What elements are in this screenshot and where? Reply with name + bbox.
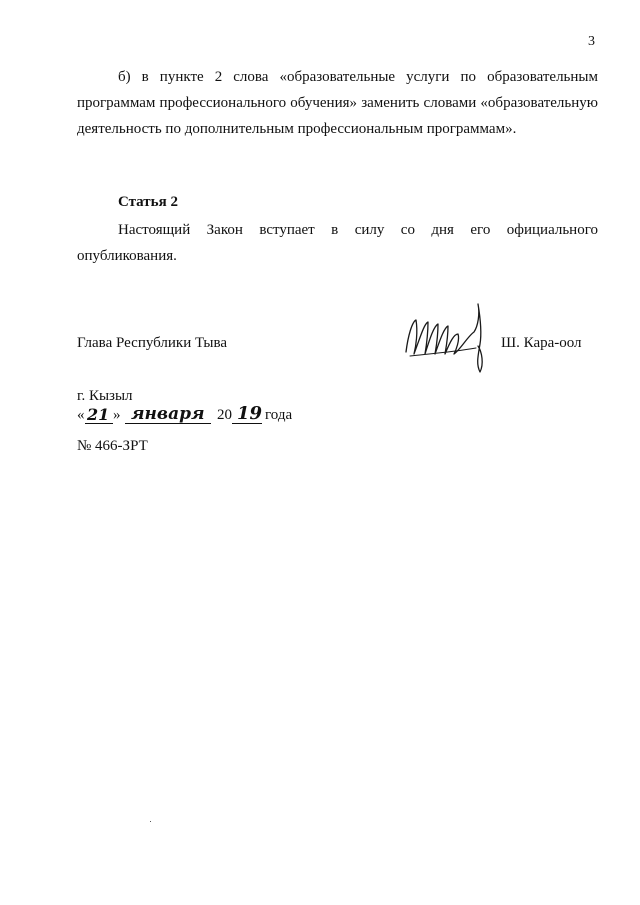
date-year-word: года [265,407,293,423]
article-heading: Статья 2 [118,194,178,210]
signing-date [77,402,317,428]
article-text: Настоящий Закон вступает в силу со дня его официального опубликования. [77,222,598,264]
date-day-underline [85,423,113,424]
city: г. Кызыл [77,388,133,404]
law-number: № 466-ЗРТ [77,438,148,454]
date-month: января [131,404,205,424]
signatory-position: Глава Республики Тыва [77,335,228,351]
page-number: 3 [588,34,595,49]
scan-speck [150,821,151,822]
date-month-underline [125,423,211,424]
date-quote-open: « [77,407,85,423]
signatory-name: Ш. Кара-оол [501,335,582,351]
date-century: 20 [217,407,232,423]
date-day: 21 [87,405,110,424]
date-year: 19 [237,403,263,424]
paragraph-b: б) в пункте 2 слова «образовательные услуги по образовательным программам профессионального обучения» заменить словами «образовательную деятельность по дополнительным профессиональным программам». [77,69,598,137]
date-quote-close: » [113,407,121,423]
date-year-underline [232,423,262,424]
handwritten-signature [398,292,498,376]
